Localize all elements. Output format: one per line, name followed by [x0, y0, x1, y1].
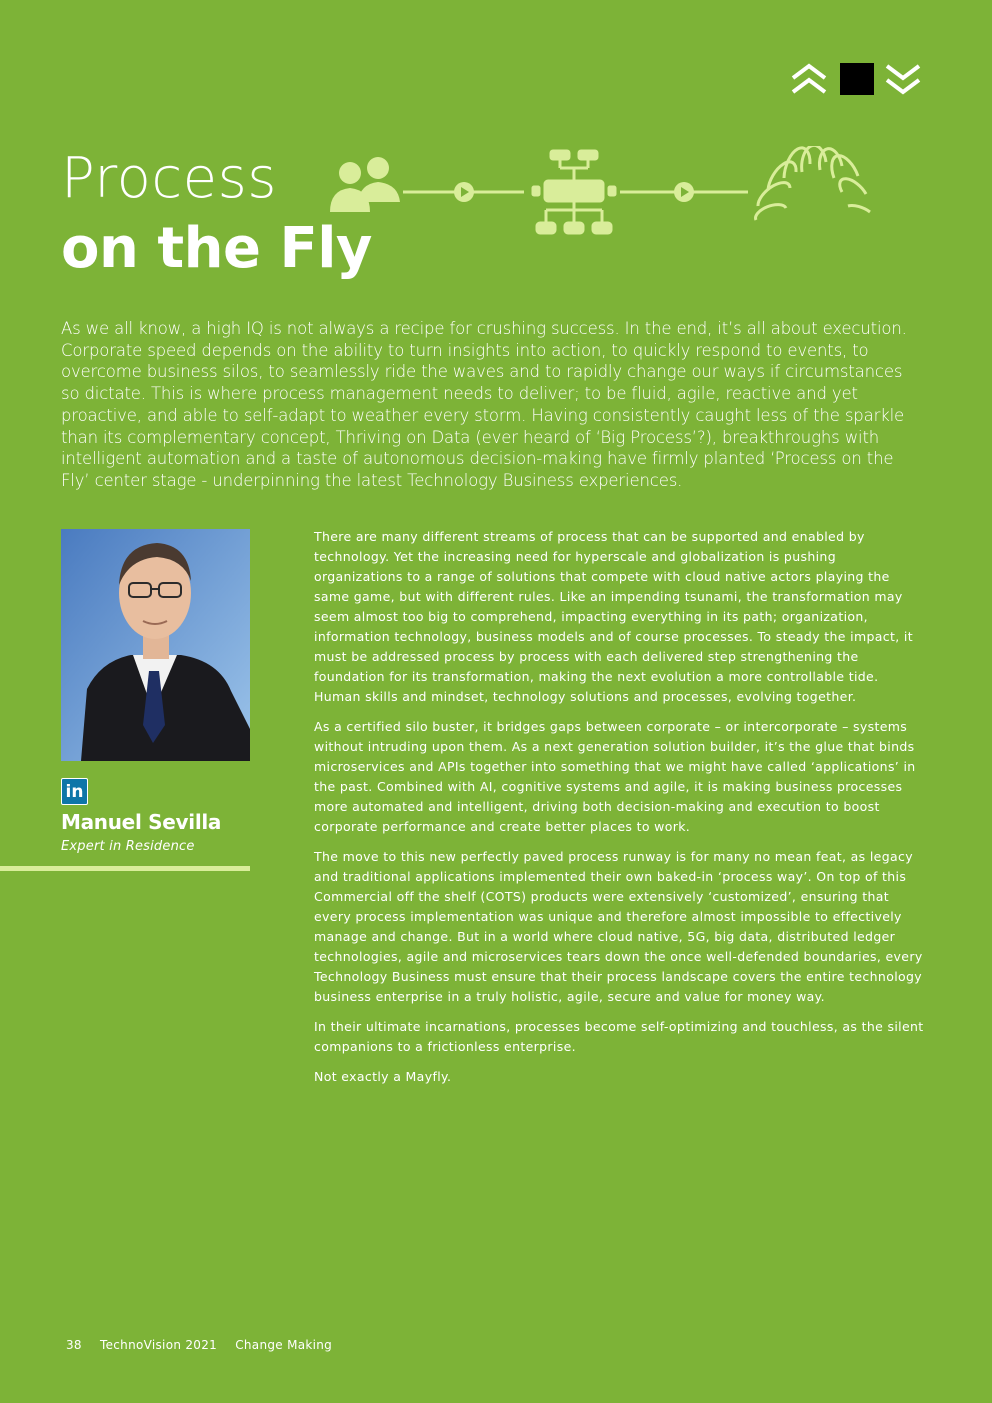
play-node-icon — [674, 182, 694, 202]
author-role: Expert in Residence — [61, 839, 195, 854]
double-chevron-up-icon[interactable] — [790, 62, 828, 96]
org-chart-icon — [532, 150, 616, 234]
spring-coil-icon — [756, 146, 870, 220]
article-body — [314, 527, 924, 1097]
linkedin-icon[interactable]: in — [61, 778, 88, 805]
section-name: Change Making — [235, 1338, 333, 1352]
intro-paragraph: As we all know, a high IQ is not always a recipe for crushing success. In the end, it’s all about execution. Corporate speed depends on the ability to turn insights into action, to quickly respond to events, to overcome business silos, to seamlessly ride the waves and to rapidly change our ways if circumstances so dictate. This is where process management needs to deliver; to be fluid, agile, reactive and yet proactive, and able to self-adapt to weather every storm. Having consistently caught less of the sparkle than its complementary concept, Thriving on Data (ever heard of ‘Big Process’?), breakthroughs with intelligent automation and a taste of autonomous decision-making have firmly planted ‘Process on the Fly’ center stage - underpinning the latest Technology Business experiences. — [61, 319, 907, 490]
people-icon — [330, 157, 400, 212]
process-flow-illustration — [328, 146, 874, 240]
play-node-icon — [454, 182, 474, 202]
body-paragraph: In their ultimate incarnations, processes become self-optimizing and touchless, as the silent companions to a frictionless enterprise. — [314, 1019, 924, 1054]
double-chevron-down-icon[interactable] — [884, 62, 922, 96]
author-photo — [61, 529, 250, 761]
black-square-icon[interactable] — [840, 63, 874, 95]
page-navigation — [790, 62, 922, 96]
title-line-1: Process — [61, 146, 277, 211]
body-paragraph: The move to this new perfectly paved process runway is for many no mean feat, as legacy and traditional applications implemented their own baked-in ‘process way’. On top of this Commercial off the shelf (COTS) products were extensively ‘customized’, ensuring that every process implementation was unique and therefore almost impossible to effectively manage and change. But in a world where cloud native, 5G, big data, distributed ledger technologies, agile and microservices tears down the once well-defended boundaries, every Technology Business must ensure that their process landscape covers the entire technology business enterprise in a truly holistic, agile, secure and value for money way. — [314, 849, 923, 1004]
title-line-2: on the Fly — [61, 216, 372, 281]
author-divider — [0, 866, 250, 871]
page-title — [61, 146, 372, 286]
body-paragraph: As a certified silo buster, it bridges gaps between corporate – or intercorporate – systems without intruding upon them. As a next generation solution builder, it’s the glue that binds microservices and APIs together into something that we might have called ‘applications’ in the past. Combined with AI, cognitive systems and agile, it is making business processes more automated and intelligent, driving both decision-making and execution to boost corporate performance and create better places to work. — [314, 719, 916, 834]
page-number: 38 — [66, 1338, 82, 1352]
body-paragraph: Not exactly a Mayfly. — [314, 1069, 452, 1084]
author-name: Manuel Sevilla — [61, 810, 222, 834]
publication-name: TechnoVision 2021 — [100, 1338, 218, 1352]
body-paragraph: There are many different streams of process that can be supported and enabled by technology. Yet the increasing need for hyperscale and globalization is pushing organizations to a range of solutions that compete with cloud native actors playing the same game, but with different rules. Like an impending tsunami, the transformation may seem almost too big to comprehend, impacting everything in its path; organization, information technology, business models and of course processes. To steady the impact, it must be addressed process by process with each delivered step strengthening the foundation for its transformation, making the next evolution a more controllable tide. Human skills and mindset, technology solutions and processes, evolving together. — [314, 529, 913, 704]
page-footer — [66, 1338, 346, 1352]
